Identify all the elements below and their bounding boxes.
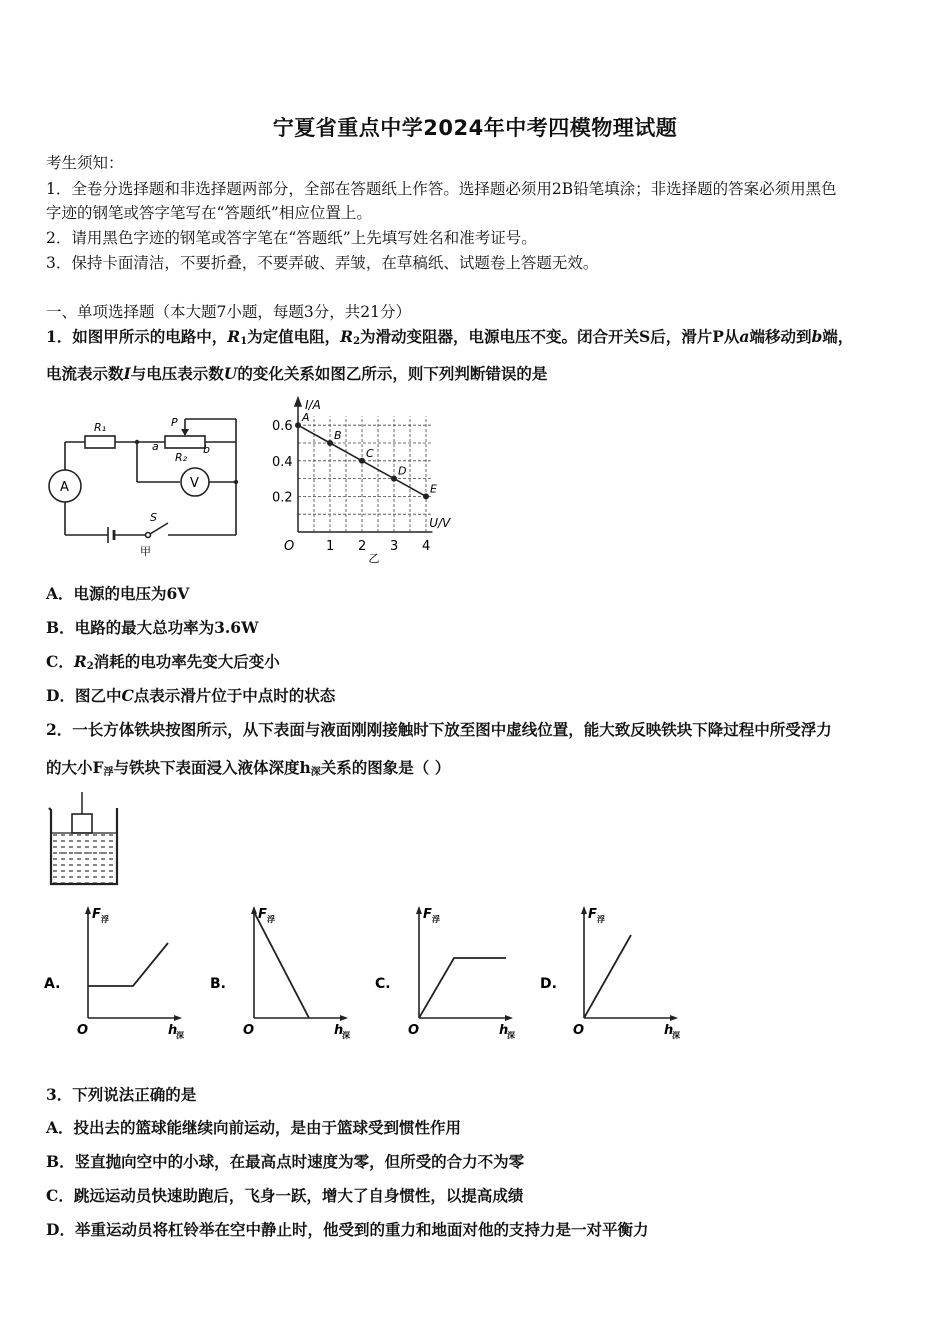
x-axis-label: h [334,1023,344,1038]
y-axis-sub: 浮 [597,915,605,924]
q3-option-b[interactable]: B．竖直抛向空中的小球，在最高点时速度为零，但所受的合力不为零 [46,1152,525,1171]
y-axis-sub: 浮 [267,915,275,924]
y-axis-label: F [423,907,432,922]
switch-label: S [150,511,157,524]
f-h-curve [419,958,506,1018]
y-axis-label: F [258,907,267,922]
point-label-C: C [366,446,374,460]
p-label: P [171,416,178,429]
origin-label: O [243,1023,255,1038]
f-h-curve [584,935,631,1018]
y-axis-label: F [92,907,101,922]
q3-option-a[interactable]: A．投出去的篮球能继续向前运动，是由于篮球受到惯性作用 [46,1118,462,1137]
r1-resistor [85,436,115,448]
q1-stem-line1: 1．如图甲所示的电路中，$R_1$为定值电阻，$R_2$为滑动变阻器，电源电压不变。闭合开关S后，滑片P从a端移动到b端， [46,327,854,347]
data-point-E [423,493,429,499]
x-axis-arrow [505,1015,513,1021]
q1-option-a[interactable]: A．电源的电压为6V [46,584,190,603]
graph-option-label: A. [44,976,61,992]
q2-graph-a[interactable] [44,900,204,1040]
y-axis-arrow [85,906,91,914]
point-label-A: A [302,411,310,425]
iu-chart [268,392,468,567]
q2-stem-line1: 2．一长方体铁块按图所示，从下表面与液面刚刚接触时下放至图中虚线位置，能大致反映铁块下降过程中所受浮力 [46,720,832,739]
y-tick-label: 0.6 [272,419,293,435]
notice-item-2: 2．请用黑色字迹的钢笔或答字笔在“答题纸”上先填写姓名和准考证号。 [46,229,537,247]
notice-item-1: 1．全卷分选择题和非选择题两部分，全部在答题纸上作答。选择题必须用2B铅笔填涂；非选择题的答案必须用黑色 [46,180,837,198]
chart-title: 乙 [368,552,380,565]
x-axis-label: h [168,1023,178,1038]
y-axis-sub: 浮 [432,915,440,924]
section-heading: 一、单项选择题（本大题7小题，每题3分，共21分） [46,303,411,321]
origin-label: O [573,1023,585,1038]
q2-graph-b[interactable] [210,900,370,1040]
beaker-figure [44,790,124,890]
r1-label: R₁ [94,421,107,434]
switch-s [150,523,168,534]
q1-stem-line2: 电流表示数I与电压表示数U的变化关系如图乙所示，则下列判断错误的是 [46,364,548,383]
graph-option-label: B. [210,976,226,992]
ammeter-label: A [60,480,69,495]
x-axis-label: h [499,1023,509,1038]
x-axis-sub: 深 [176,1031,184,1040]
point-label-E: E [430,482,437,496]
y-axis-arrow [295,398,301,406]
y-axis-arrow [581,906,587,914]
data-point-A [295,422,301,428]
y-axis-sub: 浮 [101,915,109,924]
y-tick-label: 0.4 [272,454,293,470]
x-tick-label: 2 [358,539,367,554]
f-h-curve [254,912,309,1018]
origin-label: O [77,1023,89,1038]
x-axis-arrow [174,1015,182,1021]
q1-option-b[interactable]: B．电路的最大总功率为3.6W [46,618,259,637]
x-tick-label: 1 [326,539,335,554]
q3-stem: 3．下列说法正确的是 [46,1085,197,1104]
x-axis-arrow [670,1015,678,1021]
point-label-D: D [398,464,407,478]
q1-option-d[interactable]: D．图乙中C点表示滑片位于中点时的状态 [46,686,336,705]
x-axis-sub: 深 [342,1031,350,1040]
iron-block [72,814,92,833]
data-point-B [327,440,333,446]
point-label-B: B [334,429,342,442]
y-axis-arrow [416,906,422,914]
x-tick-label: 3 [390,539,399,554]
b-label: b [203,443,210,456]
voltmeter-label: V [190,476,199,491]
f-h-curve [88,943,168,986]
q2-stem-line2: 的大小$F_浮$与铁块下表面浸入液体深度$h_深$关系的图象是（ ） [46,758,451,778]
data-point-D [391,476,397,482]
data-point-C [359,458,365,464]
graph-option-label: C. [375,976,391,992]
y-axis-label: I/A [305,398,321,412]
a-label: a [152,440,159,453]
x-axis-label: h [664,1023,674,1038]
notice-item-3: 3．保持卡面清洁，不要折叠，不要弄破、弄皱，在草稿纸、试题卷上答题无效。 [46,254,599,272]
x-axis-label: U/V [429,516,451,530]
page-title: 宁夏省重点中学2024年中考四模物理试题 [272,116,678,140]
graph-option-label: D. [540,976,557,992]
origin-label: O [408,1023,420,1038]
x-tick-label: 4 [422,539,431,554]
q3-option-c[interactable]: C．跳远运动员快速助跑后，飞身一跃，增大了自身惯性，以提高成绩 [46,1186,524,1205]
q3-option-d[interactable]: D．举重运动员将杠铃举在空中静止时，他受到的重力和地面对他的支持力是一对平衡力 [46,1220,649,1239]
r2-rheostat [165,436,205,448]
r2-label: R₂ [175,451,188,464]
notice-heading: 考生须知： [46,154,124,172]
q2-graph-d[interactable] [540,900,700,1040]
x-axis-arrow [340,1015,348,1021]
x-axis-sub: 深 [672,1031,680,1040]
circuit-caption: 甲 [140,545,151,558]
y-axis-label: F [588,907,597,922]
q2-graph-c[interactable] [375,900,535,1040]
origin-label: O [284,539,295,554]
y-tick-label: 0.2 [272,490,293,506]
q1-option-c[interactable]: C．$R_2$消耗的电功率先变大后变小 [46,652,280,672]
circuit-diagram [40,405,250,560]
x-axis-sub: 深 [507,1031,515,1040]
notice-item-1-cont: 字迹的钢笔或答字笔写在“答题纸”相应位置上。 [46,204,372,222]
